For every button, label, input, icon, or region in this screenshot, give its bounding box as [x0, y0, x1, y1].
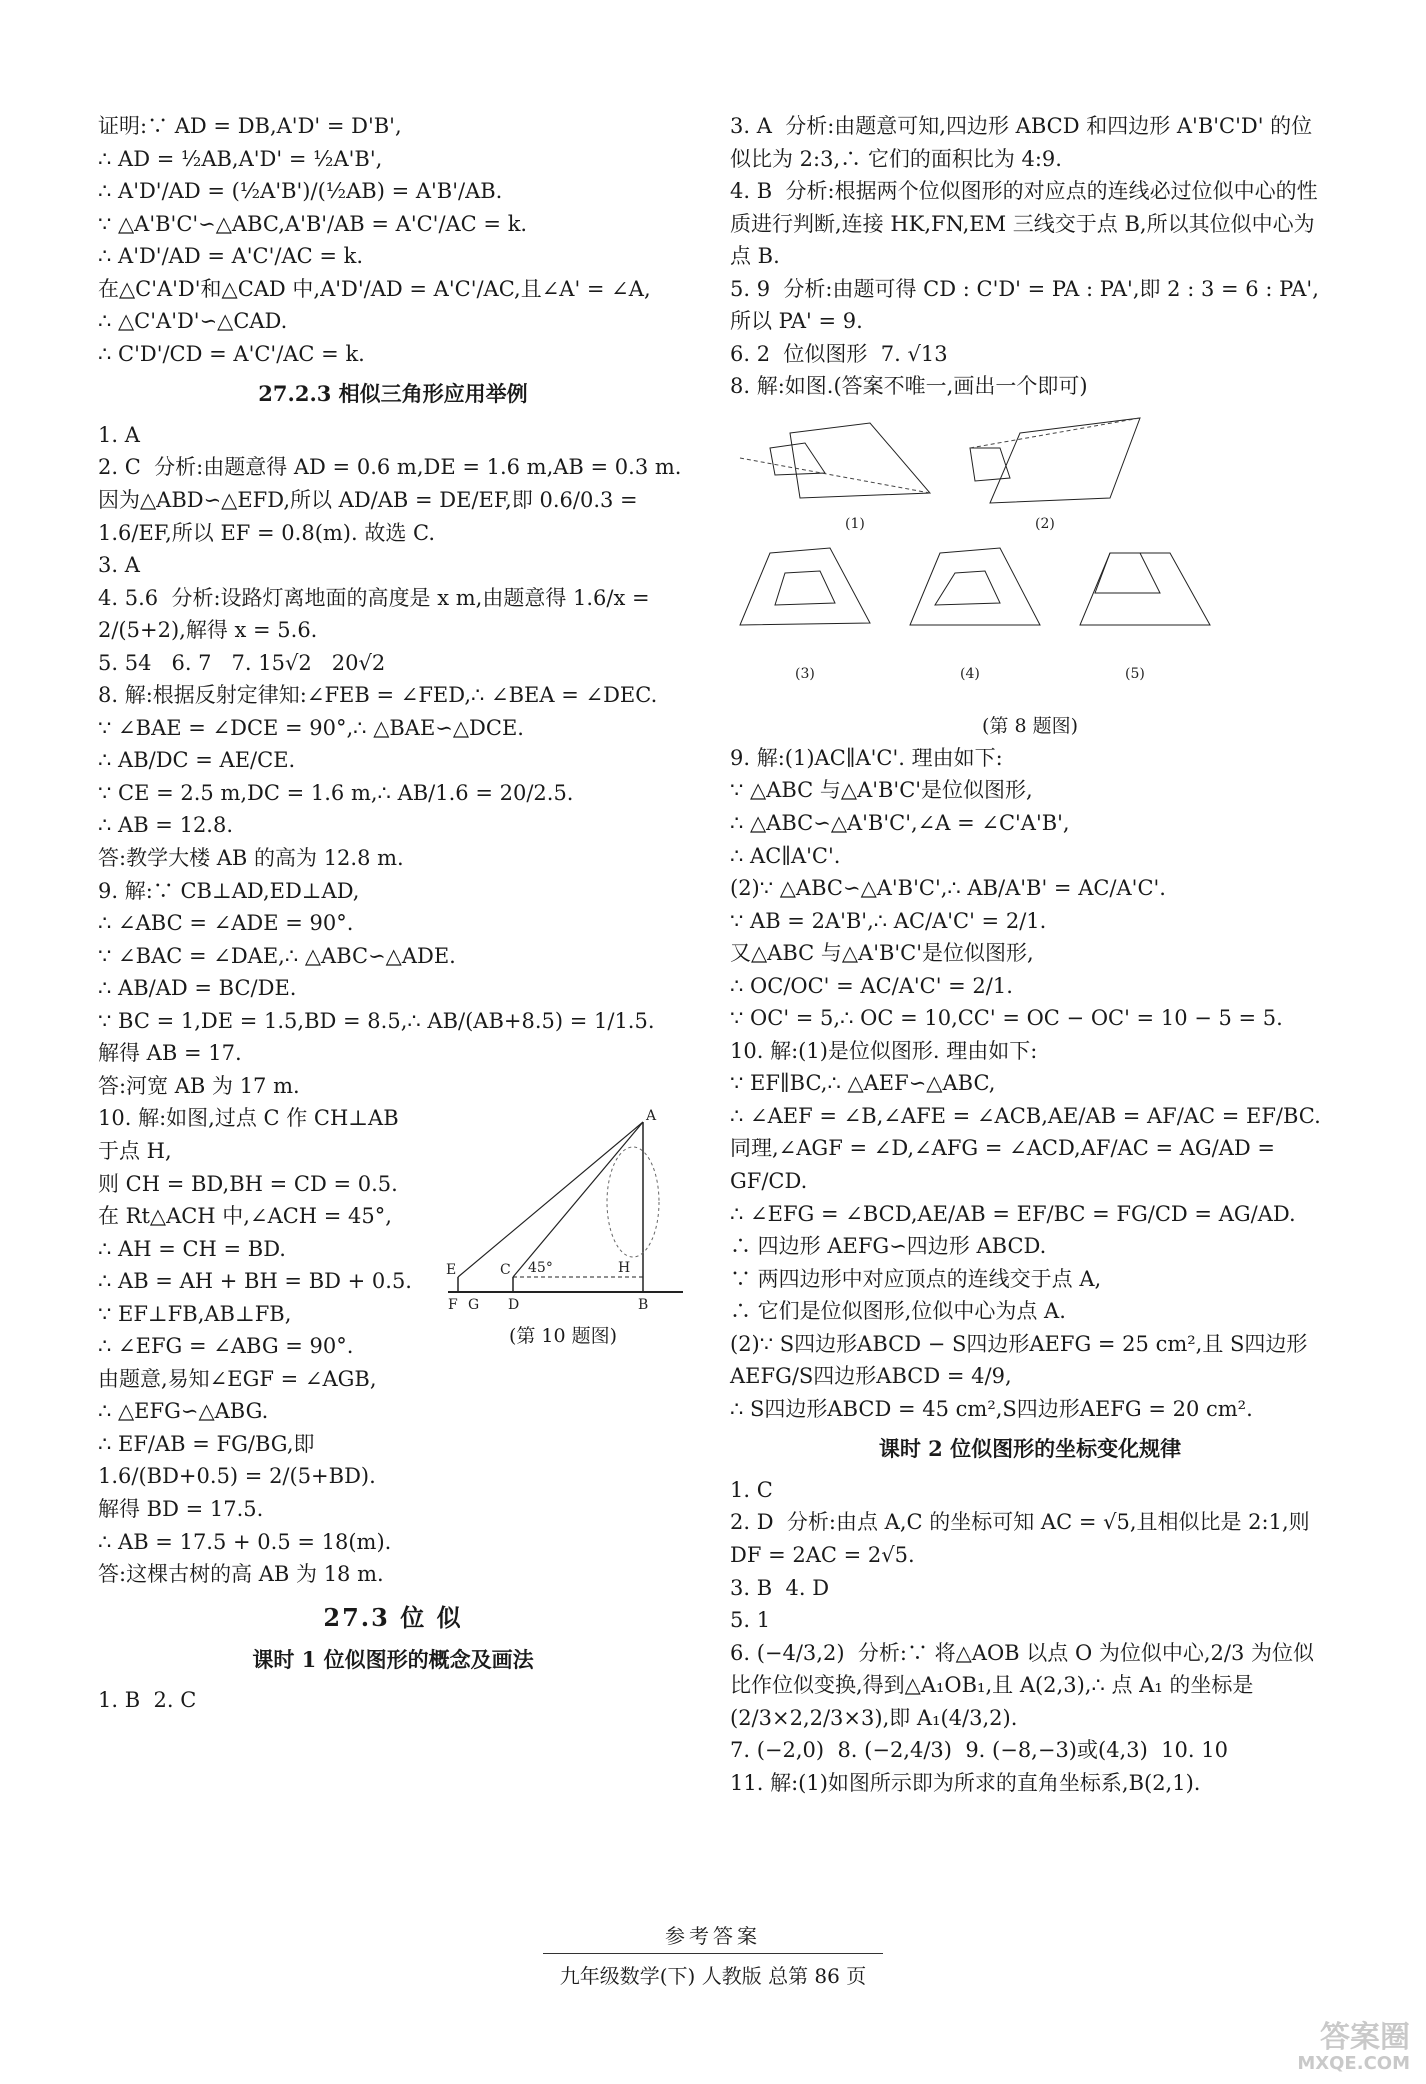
answer-line: ∴ 四边形 AEFG∽四边形 ABCD.	[730, 1234, 1047, 1259]
label-angle: 45°	[528, 1260, 553, 1277]
answer-line: ∴ AB/DC = AE/CE.	[98, 748, 296, 773]
answer-line: 于点 H,	[98, 1138, 172, 1163]
answer-line: ∴ C'D'/CD = A'C'/AC = k.	[98, 341, 365, 366]
fig8-sub-5: (5)	[1125, 665, 1145, 682]
answer-line: ∴ AH = CH = BD.	[98, 1236, 286, 1261]
watermark-url: MXQE.COM	[1297, 2053, 1410, 2075]
answer-line: 由题意,易知∠EGF = ∠AGB,	[98, 1366, 377, 1391]
answer-line: 解得 BD = 17.5.	[98, 1496, 264, 1521]
answer-line: 5. 9 分析:由题可得 CD : C'D' = PA : PA',即 2 : 3 = 6 : PA',所以 PA' = 9.	[730, 276, 1319, 334]
answer-line: 1. C	[730, 1477, 773, 1502]
answer-line: ∴ △ABC∽△A'B'C',∠A = ∠C'A'B',	[730, 811, 1070, 835]
answer-line: 又△ABC 与△A'B'C'是位似图形,	[730, 941, 1034, 966]
answer-line: 4. 5.6 分析:设路灯离地面的高度是 x m,由题意得 1.6/x = 2/(5+2),解得 x = 5.6.	[98, 585, 657, 643]
answer-line: ∴ AD = ½AB,A'D' = ½A'B',	[98, 146, 383, 171]
label-H: H	[618, 1260, 631, 1277]
lesson-2-answers	[730, 1474, 1330, 1799]
answer-line: ∴ A'D'/AD = (½A'B')/(½AB) = A'B'/AB.	[98, 179, 503, 204]
label-C: C	[500, 1262, 511, 1279]
section-heading-27-2-3: 27.2.3 相似三角形应用举例	[258, 381, 528, 407]
label-A: A	[646, 1108, 657, 1125]
answer-line: 7. (−2,0) 8. (−2,4/3) 9. (−8,−3)或(4,3) 10. 10	[730, 1738, 1228, 1763]
fig8-sub-4: (4)	[960, 665, 980, 682]
figure-10	[438, 1102, 688, 1351]
problem-10-block	[98, 1102, 688, 1590]
answer-line: ∴ S四边形ABCD = 45 cm²,S四边形AEFG = 20 cm².	[730, 1396, 1253, 1421]
figure-10-diagram	[438, 1102, 688, 1312]
answer-line: ∴ ∠AEF = ∠B,∠AFE = ∠ACB,AE/AB = AF/AC = EF/BC.	[730, 1103, 1321, 1128]
figure-8-caption: (第 8 题图)	[982, 715, 1078, 738]
answer-line: 6. (−4/3,2) 分析:∵ 将△AOB 以点 O 为位似中心,2/3 为位似比作位似变换,得到△A₁OB₁,且 A(2,3),∴ 点 A₁ 的坐标是 (2/3×2,2/3×3),即 A₁(4/3,2).	[730, 1640, 1314, 1730]
answer-line: 3. A 分析:由题意可知,四边形 ABCD 和四边形 A'B'C'D' 的位似比为 2:3,∴ 它们的面积比为 4:9.	[730, 114, 1313, 171]
answer-line: ∴ OC/OC' = AC/A'C' = 2/1.	[730, 973, 1013, 998]
answer-line: 答:河宽 AB 为 17 m.	[98, 1073, 300, 1098]
answer-line: 5. 1	[730, 1608, 771, 1633]
answer-line: ∵ CE = 2.5 m,DC = 1.6 m,∴ AB/1.6 = 20/2.5.	[98, 780, 574, 805]
answer-line: ∵ OC' = 5,∴ OC = 10,CC' = OC − OC' = 10 − 5 = 5.	[730, 1006, 1283, 1031]
answer-line: 答:这棵古树的高 AB 为 18 m.	[98, 1562, 384, 1587]
answer-line: 8. 解:如图.(答案不唯一,画出一个即可)	[730, 374, 1088, 399]
figure-10-caption: (第 10 题图)	[508, 1324, 618, 1347]
fig8-sub-3: (3)	[795, 665, 815, 682]
answer-line: ∵ EF∥BC,∴ △AEF∽△ABC,	[730, 1071, 996, 1096]
lesson-1-heading: 课时 1 位似图形的概念及画法	[252, 1646, 534, 1672]
answer-line: ∴ A'D'/AD = A'C'/AC = k.	[98, 244, 364, 269]
answer-line: 3. B 4. D	[730, 1575, 830, 1600]
proof-block	[98, 110, 688, 370]
answer-line: 2. D 分析:由点 A,C 的坐标可知 AC = √5,且相似比是 2:1,则 DF = 2AC = 2√5.	[730, 1510, 1317, 1568]
answer-line: ∵ EF⊥FB,AB⊥FB,	[98, 1301, 292, 1326]
answer-line: ∵ ∠BAC = ∠DAE,∴ △ABC∽△ADE.	[98, 943, 456, 968]
watermark-logo	[1297, 2021, 1410, 2074]
figure-8	[730, 403, 1330, 742]
answer-line: 11. 解:(1)如图所示即为所求的直角坐标系,B(2,1).	[730, 1770, 1201, 1795]
footer-divider	[543, 1953, 883, 1954]
right-column	[730, 110, 1330, 1799]
answer-line: ∵ △ABC 与△A'B'C'是位似图形,	[730, 778, 1033, 803]
label-E: E	[446, 1262, 457, 1279]
answer-line: 解得 AB = 17.	[98, 1041, 242, 1066]
answer-line: 证明:∵ AD = DB,A'D' = D'B',	[98, 114, 402, 138]
answer-line: (2)∵ △ABC∽△A'B'C',∴ AB/A'B' = AC/A'C'.	[730, 876, 1166, 901]
answer-line: 同理,∠AGF = ∠D,∠AFG = ∠ACD,AF/AC = AG/AD = GF/CD.	[730, 1136, 1282, 1194]
answer-line: ∴ AB/AD = BC/DE.	[98, 976, 297, 1001]
answer-line: ∴ EF/AB = FG/BG,即 1.6/(BD+0.5) = 2/(5+BD).	[98, 1431, 376, 1489]
answer-line: ∵ 两四边形中对应顶点的连线交于点 A,	[730, 1266, 1102, 1291]
answer-line: 5. 54 6. 7 7. 15√2 20√2	[98, 650, 386, 675]
answer-line: ∴ ∠ABC = ∠ADE = 90°.	[98, 911, 354, 936]
answer-line: 在△C'A'D'和△CAD 中,A'D'/AD = A'C'/AC,且∠A' = ∠A,	[98, 276, 651, 301]
footer-reference: 参考答案	[665, 1924, 761, 1948]
answer-line: ∴ AB = 17.5 + 0.5 = 18(m).	[98, 1529, 392, 1554]
answer-line: 3. A	[98, 553, 140, 578]
answer-line: 9. 解:∵ CB⊥AD,ED⊥AD,	[98, 878, 360, 903]
answer-line: ∴ △C'A'D'∽△CAD.	[98, 309, 288, 334]
answer-line: 10. 解:如图,过点 C 作 CH⊥AB	[98, 1106, 399, 1131]
answer-line: ∴ 它们是位似图形,位似中心为点 A.	[730, 1299, 1066, 1324]
answer-line: 8. 解:根据反射定律知:∠FEB = ∠FED,∴ ∠BEA = ∠DEC.	[98, 683, 658, 708]
answer-line: 在 Rt△ACH 中,∠ACH = 45°,	[98, 1204, 392, 1229]
answer-line: ∴ AC∥A'C'.	[730, 843, 841, 868]
label-D: D	[508, 1297, 520, 1313]
fig8-sub-1: (1)	[845, 515, 865, 532]
answer-line: 2. C 分析:由题意得 AD = 0.6 m,DE = 1.6 m,AB = 0.3 m. 因为△ABD∽△EFD,所以 AD/AB = DE/EF,即 0.6/0.3 = 1.6/EF,所以 EF = 0.8(m). 故选 C.	[98, 455, 689, 545]
answer-line: 4. B 分析:根据两个位似图形的对应点的连线必过位似中心的性质进行判断,连接 HK,FN,EM 三线交于点 B,所以其位似中心为点 B.	[730, 179, 1318, 269]
answer-line: ∵ AB = 2A'B',∴ AC/A'C' = 2/1.	[730, 908, 1047, 933]
label-G: G	[468, 1297, 480, 1313]
answer-line: (2)∵ S四边形ABCD − S四边形AEFG = 25 cm²,且 S四边形AEFG/S四边形ABCD = 4/9,	[730, 1331, 1308, 1389]
lesson-1-answers	[98, 1684, 688, 1717]
answer-line: ∵ △A'B'C'∽△ABC,A'B'/AB = A'C'/AC = k.	[98, 211, 528, 236]
answer-line: 则 CH = BD,BH = CD = 0.5.	[98, 1171, 398, 1196]
answers-27-2-3	[98, 419, 688, 1102]
answer-line: 10. 解:(1)是位似图形. 理由如下:	[730, 1038, 1038, 1063]
answer-line: ∵ ∠BAE = ∠DCE = 90°,∴ △BAE∽△DCE.	[98, 715, 524, 740]
label-B: B	[638, 1297, 649, 1313]
fig8-sub-2: (2)	[1035, 515, 1055, 532]
answer-line: 1. B 2. C	[98, 1688, 197, 1713]
answer-line: ∵ BC = 1,DE = 1.5,BD = 8.5,∴ AB/(AB+8.5) = 1/1.5.	[98, 1008, 655, 1033]
answers-3-to-8	[730, 110, 1330, 403]
answer-line: ∴ ∠EFG = ∠ABG = 90°.	[98, 1334, 354, 1359]
section-heading-27-3: 27.3 位 似	[323, 1602, 463, 1632]
label-F: F	[448, 1297, 458, 1313]
answer-line: 1. A	[98, 422, 140, 447]
watermark-text: 答案圈	[1320, 2020, 1410, 2056]
answers-9-10	[730, 742, 1330, 1425]
answer-line: ∴ AB = AH + BH = BD + 0.5.	[98, 1269, 412, 1294]
answer-line: ∴ AB = 12.8.	[98, 813, 234, 838]
answer-line: ∴ ∠EFG = ∠BCD,AE/AB = EF/BC = FG/CD = AG/AD.	[730, 1201, 1296, 1226]
answer-line: 答:教学大楼 AB 的高为 12.8 m.	[98, 846, 404, 871]
footer-meta: 九年级数学(下) 人教版 总第 86 页	[559, 1964, 867, 1988]
answer-line: 6. 2 位似图形 7. √13	[730, 341, 948, 366]
answer-line: 9. 解:(1)AC∥A'C'. 理由如下:	[730, 745, 1003, 770]
figure-8-diagram	[730, 403, 1330, 703]
left-column	[98, 110, 688, 1717]
page-footer	[0, 1920, 1426, 1989]
answer-line: ∴ △EFG∽△ABG.	[98, 1399, 269, 1424]
lesson-2-heading: 课时 2 位似图形的坐标变化规律	[878, 1436, 1182, 1462]
